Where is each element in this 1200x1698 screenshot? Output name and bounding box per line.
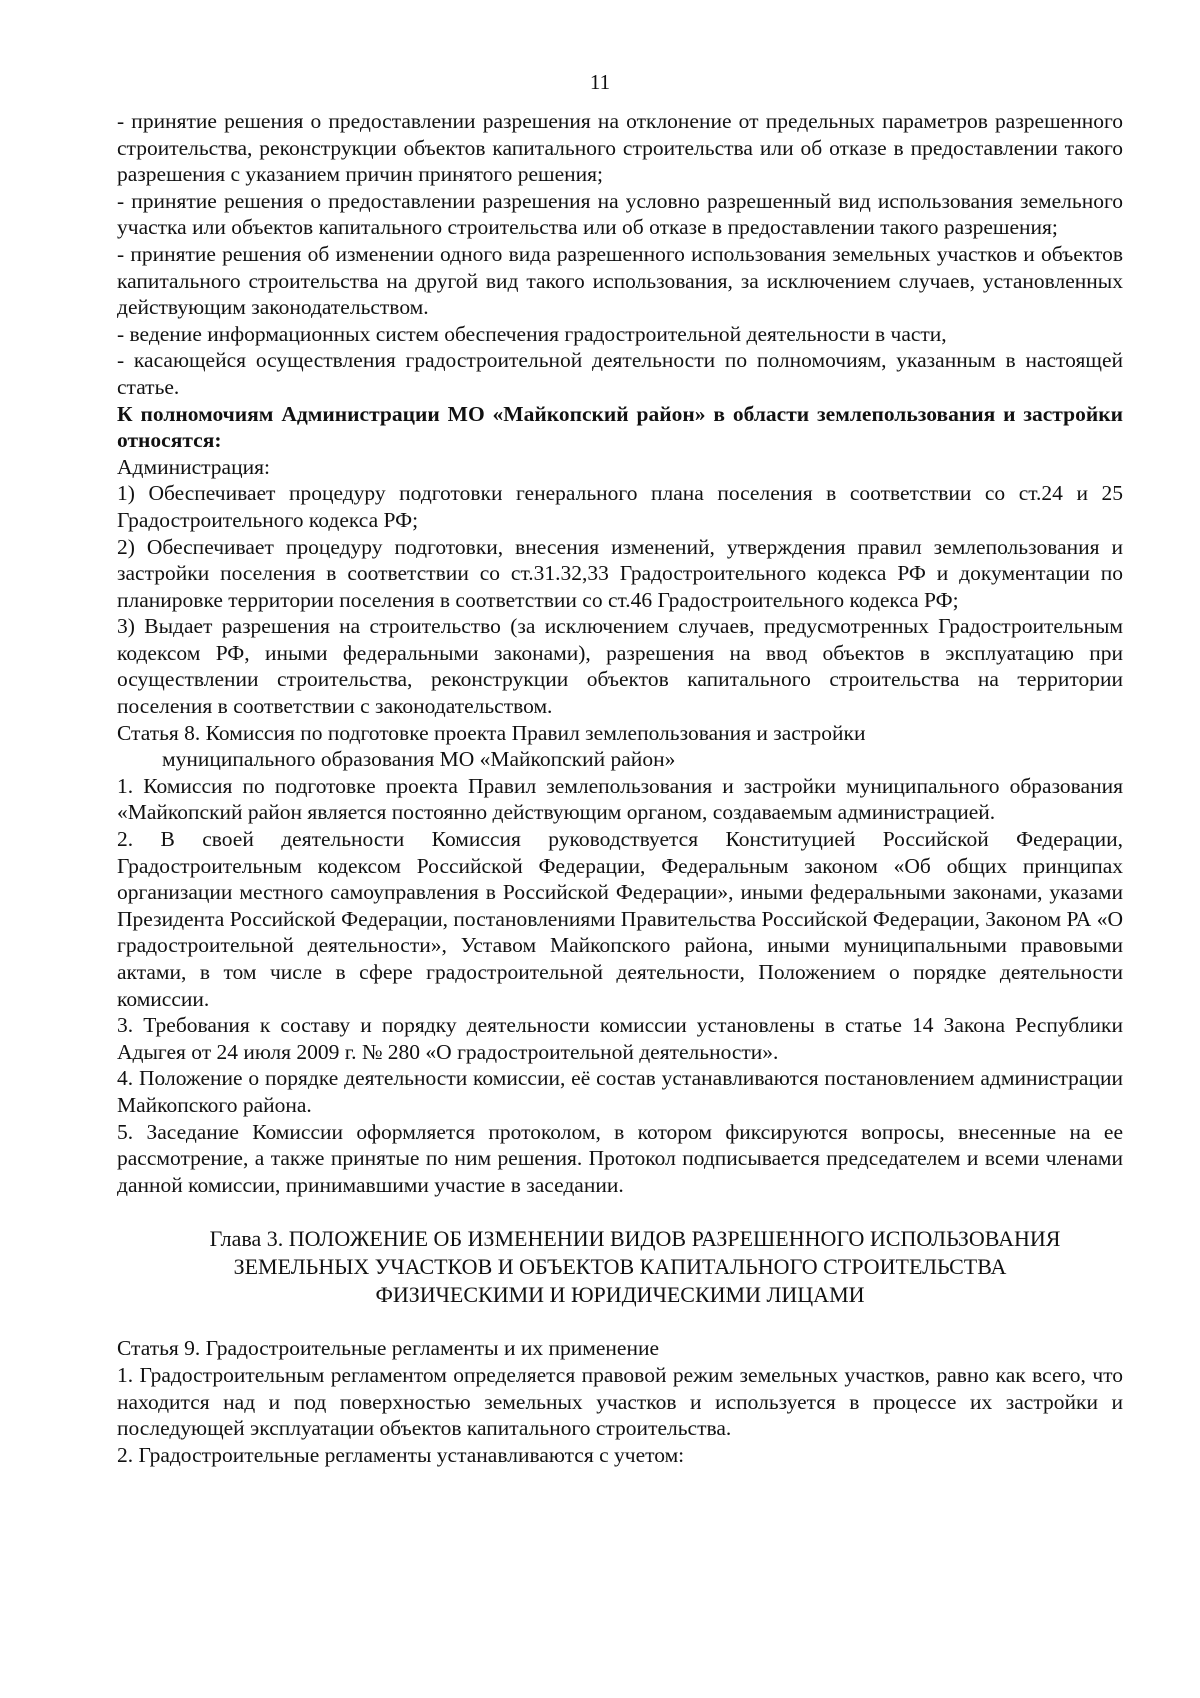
paragraph-info-systems: - ведение информационных систем обеспечения градостроительной деятельности в части, — [117, 321, 947, 346]
article-8-item-4: 4. Положение о порядке деятельности комиссии, её состав устанавливаются постановлением администрации Майкопского района. — [117, 1066, 1123, 1117]
paragraph-deviation-permit: - принятие решения о предоставлении разрешения на отклонение от предельных параметров разрешенного строительства, реконструкции объектов капитального строительства или об отказе в предоставлении такого разрешения с указанием причин принятого решения; — [117, 109, 1123, 187]
chapter-3-heading-line-2: ЗЕМЕЛЬНЫХ УЧАСТКОВ И ОБЪЕКТОВ КАПИТАЛЬНОГО СТРОИТЕЛЬСТВА — [233, 1254, 1007, 1280]
document-body — [117, 108, 1123, 1468]
admin-item-2: 2) Обеспечивает процедуру подготовки, внесения изменений, утверждения правил землепользования и застройки поселения в соответствии со ст.31.32,33 Градостроительного кодекса РФ и документации по планировке территории поселения в соответствии со ст.46 Градостроительного кодекса РФ; — [117, 534, 1123, 612]
chapter-3-heading-line-3: ФИЗИЧЕСКИМИ И ЮРИДИЧЕСКИМИ ЛИЦАМИ — [375, 1282, 865, 1308]
article-9-item-2: 2. Градостроительные регламенты устанавливаются с учетом: — [117, 1442, 685, 1467]
chapter-3-heading-line-1: Глава 3. ПОЛОЖЕНИЕ ОБ ИЗМЕНЕНИИ ВИДОВ РАЗРЕШЕННОГО ИСПОЛЬЗОВАНИЯ — [209, 1226, 1061, 1252]
administration-label: Администрация: — [117, 454, 270, 479]
article-8-item-3: 3. Требования к составу и порядку деятельности комиссии установлены в статье 14 Закона Республики Адыгея от 24 июля 2009 г. № 280 «О градостроительной деятельности». — [117, 1013, 1123, 1064]
article-8-item-1: 1. Комиссия по подготовке проекта Правил землепользования и застройки муниципального образования «Майкопский район является постоянно действующим органом, создаваемым администрацией. — [117, 773, 1123, 825]
paragraph-use-change-decision: - принятие решения об изменении одного вида разрешенного использования земельных участков и объектов капитального строительства на другой вид такого использования, за исключением случаев, установленных действующим законодательством. — [117, 241, 1123, 320]
article-9-title: Статья 9. Градостроительные регламенты и их применение — [117, 1336, 659, 1361]
article-8-item-5: 5. Заседание Комиссии оформляется протоколом, в котором фиксируются вопросы, внесенные на ее рассмотрение, а также принятые по ним решения. Протокол подписывается председателем и всеми членами данной комиссии, принимавшими участие в заседании. — [117, 1119, 1123, 1197]
chapter-3-heading — [117, 1225, 1123, 1309]
article-8-item-2: 2. В своей деятельности Комиссия руководствуется Конституцией Российской Федерации, Градостроительным кодексом Российской Федерации, Федеральным законом «Об общих принципах организации местного самоуправления в Российской Федерации», иными федеральными законами, указами Президента Российской Федерации, постановлениями Правительства Российской Федерации, Законом РА «О градостроительной деятельности», Уставом Майкопского района, иными муниципальными правовыми актами, в том числе в сфере градостроительной деятельности, Положением о порядке деятельности комиссии. — [117, 827, 1123, 1011]
paragraph-powers-scope: - касающейся осуществления градостроительной деятельности по полномочиям, указанным в настоящей статье. — [117, 348, 1123, 399]
page-number: 11 — [589, 70, 611, 94]
paragraph-conditional-use-permit: - принятие решения о предоставлении разрешения на условно разрешенный вид использования земельного участка или объектов капитального строительства или об отказе в предоставлении такого разрешения; — [117, 188, 1123, 240]
heading-administration-powers: К полномочиям Администрации МО «Майкопский район» в области землепользования и застройки относятся: — [117, 401, 1123, 453]
article-9-item-1: 1. Градостроительным регламентом определяется правовой режим земельных участков, равно как всего, что находится над и под поверхностью земельных участков и используется в процессе их застройки и последующей эксплуатации объектов капитального строительства. — [117, 1362, 1123, 1441]
article-8-title-line-1: Статья 8. Комиссия по подготовке проекта Правил землепользования и застройки — [117, 720, 866, 745]
admin-item-1: 1) Обеспечивает процедуру подготовки генерального плана поселения в соответствии со ст.24 и 25 Градостроительного кодекса РФ; — [117, 481, 1123, 532]
admin-item-3: 3) Выдает разрешения на строительство (за исключением случаев, предусмотренных Градостроительным кодексом РФ, иными федеральными законами), разрешения на ввод объектов в эксплуатацию при осуществлении строительства, реконструкции объектов капитального строительства на территории поселения в соответствии с законодательством. — [117, 614, 1123, 719]
article-8-title-line-2: муниципального образования МО «Майкопский район» — [162, 747, 676, 772]
